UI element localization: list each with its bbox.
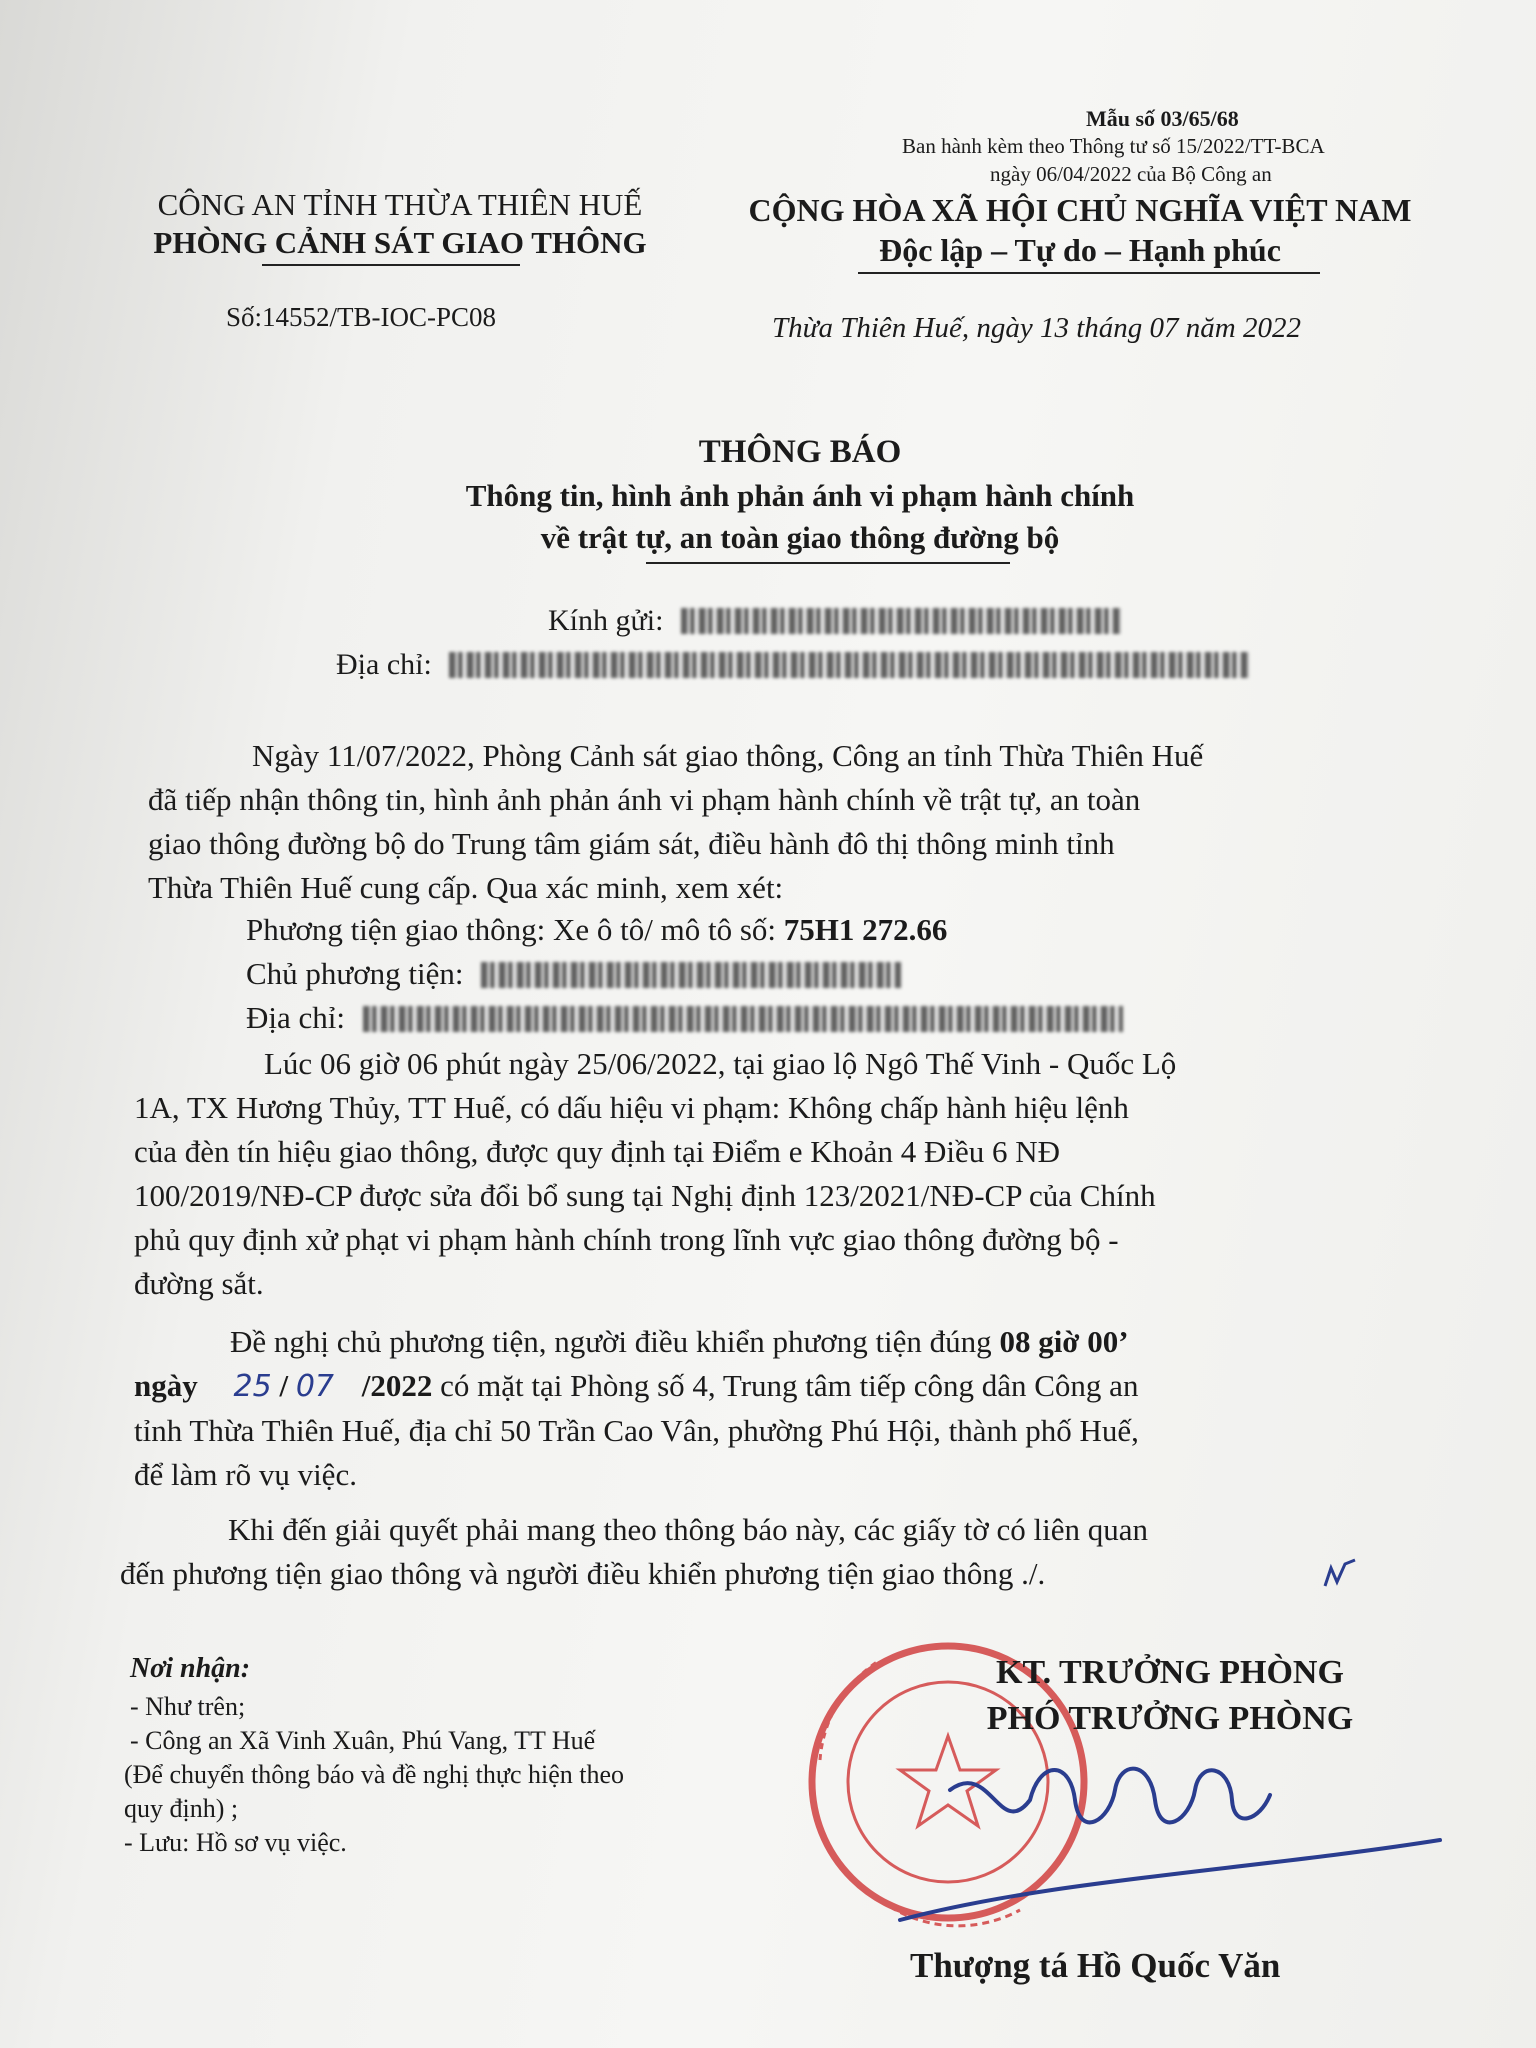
stamp-star-icon xyxy=(900,1736,996,1826)
p3-line-4: để làm rõ vụ việc. xyxy=(134,1457,357,1492)
recipient-address-label: Địa chỉ: xyxy=(336,648,432,681)
handwritten-signature xyxy=(900,1769,1440,1920)
p1-line: Ngày 11/07/2022, Phòng Cảnh sát giao thông, Công an tỉnh Thừa Thiên Huế xyxy=(252,738,1204,773)
signature-title-2: PHÓ TRƯỞNG PHÒNG xyxy=(986,1700,1354,1737)
recipient-item: - Lưu: Hồ sơ vụ việc. xyxy=(124,1828,347,1857)
national-motto: Độc lập – Tự do – Hạnh phúc xyxy=(879,232,1281,268)
p2-line: Lúc 06 giờ 06 phút ngày 25/06/2022, tại giao lộ Ngô Thế Vinh - Quốc Lộ xyxy=(264,1046,1177,1081)
appointment-time: 08 giờ 00’ xyxy=(999,1324,1129,1359)
p4-line: đến phương tiện giao thông và người điều khiển phương tiện giao thông ./. xyxy=(120,1556,1046,1591)
recipient-item: (Để chuyển thông báo và đề nghị thực hiện theo xyxy=(124,1760,625,1789)
p4-line: Khi đến giải quyết phải mang theo thông báo này, các giấy tờ có liên quan xyxy=(228,1512,1149,1547)
p2-line: của đèn tín hiệu giao thông, được quy định tại Điểm e Khoản 4 Điều 6 NĐ xyxy=(134,1134,1060,1169)
document-number: Số:14552/TB-IOC-PC08 xyxy=(226,302,497,332)
vehicle-plate: 75H1 272.66 xyxy=(783,912,948,947)
signature-title-1: KT. TRƯỞNG PHÒNG xyxy=(996,1654,1344,1691)
agency-unit: PHÒNG CẢNH SÁT GIAO THÔNG xyxy=(153,225,647,260)
recipients-heading: Nơi nhận: xyxy=(130,1653,251,1684)
recipient-item: quy định) ; xyxy=(124,1794,239,1823)
p1-line: Thừa Thiên Huế cung cấp. Qua xác minh, xem xét: xyxy=(148,870,784,905)
form-number: Mẫu số 03/65/68 xyxy=(1086,106,1239,131)
p2-line: 1A, TX Hương Thủy, TT Huế, có dấu hiệu vi phạm: Không chấp hành hiệu lệnh xyxy=(134,1090,1129,1125)
agency-parent: CÔNG AN TỈNH THỪA THIÊN HUẾ xyxy=(157,187,643,222)
p3-rest: có mặt tại Phòng số 4, Trung tâm tiếp công dân Công an xyxy=(440,1368,1139,1403)
owner-address-label: Địa chỉ: xyxy=(246,1000,345,1035)
form-issued-date: ngày 06/04/2022 của Bộ Công an xyxy=(990,162,1272,186)
signer-name: Thượng tá Hồ Quốc Văn xyxy=(910,1946,1281,1985)
day-label: ngày xyxy=(134,1368,198,1403)
appointment-year: /2022 xyxy=(361,1368,433,1403)
signature-title xyxy=(880,1650,1460,1742)
form-issued-with: Ban hành kèm theo Thông tư số 15/2022/TT-BCA xyxy=(902,134,1325,158)
recipient-item: - Như trên; xyxy=(130,1692,246,1721)
p2-line: 100/2019/NĐ-CP được sửa đổi bổ sung tại Nghị định 123/2021/NĐ-CP của Chính xyxy=(134,1178,1156,1213)
p3-line-3: tỉnh Thừa Thiên Huế, địa chỉ 50 Trần Cao Vân, phường Phú Hội, thành phố Huế, xyxy=(134,1413,1139,1448)
p3-line-2: ngày 25 / 07 /2022 có mặt tại Phòng số 4, Trung tâm tiếp công dân Công an xyxy=(134,1368,1139,1404)
p2-line: phủ quy định xử phạt vi phạm hành chính trong lĩnh vực giao thông đường bộ - xyxy=(134,1222,1119,1257)
national-name: CỘNG HÒA XÃ HỘI CHỦ NGHĨA VIỆT NAM xyxy=(748,192,1412,228)
handwritten-month: 07 xyxy=(295,1369,334,1404)
owner-label: Chủ phương tiện: xyxy=(246,956,464,991)
p2-line: đường sắt. xyxy=(134,1266,264,1301)
document-title: THÔNG BÁO xyxy=(698,434,902,470)
title-line-2: về trật tự, an toàn giao thông đường bộ xyxy=(540,520,1060,555)
p1-line: giao thông đường bộ do Trung tâm giám sát, điều hành đô thị thông minh tỉnh xyxy=(148,826,1115,861)
p3-text: Đề nghị chủ phương tiện, người điều khiển phương tiện đúng xyxy=(230,1324,992,1359)
title-line-1: Thông tin, hình ảnh phản ánh vi phạm hành chính xyxy=(465,478,1135,513)
initial-mark xyxy=(1325,1560,1355,1586)
recipient-label: Kính gửi: xyxy=(548,604,664,637)
place-date: Thừa Thiên Huế, ngày 13 tháng 07 năm 2022 xyxy=(772,312,1301,344)
recipient-item: - Công an Xã Vinh Xuân, Phú Vang, TT Huế xyxy=(130,1726,596,1755)
handwritten-day: 25 xyxy=(233,1369,272,1404)
vehicle-label: Phương tiện giao thông: Xe ô tô/ mô tô số: xyxy=(246,912,777,947)
p1-line: đã tiếp nhận thông tin, hình ảnh phản ánh vi phạm hành chính về trật tự, an toàn xyxy=(148,782,1141,817)
